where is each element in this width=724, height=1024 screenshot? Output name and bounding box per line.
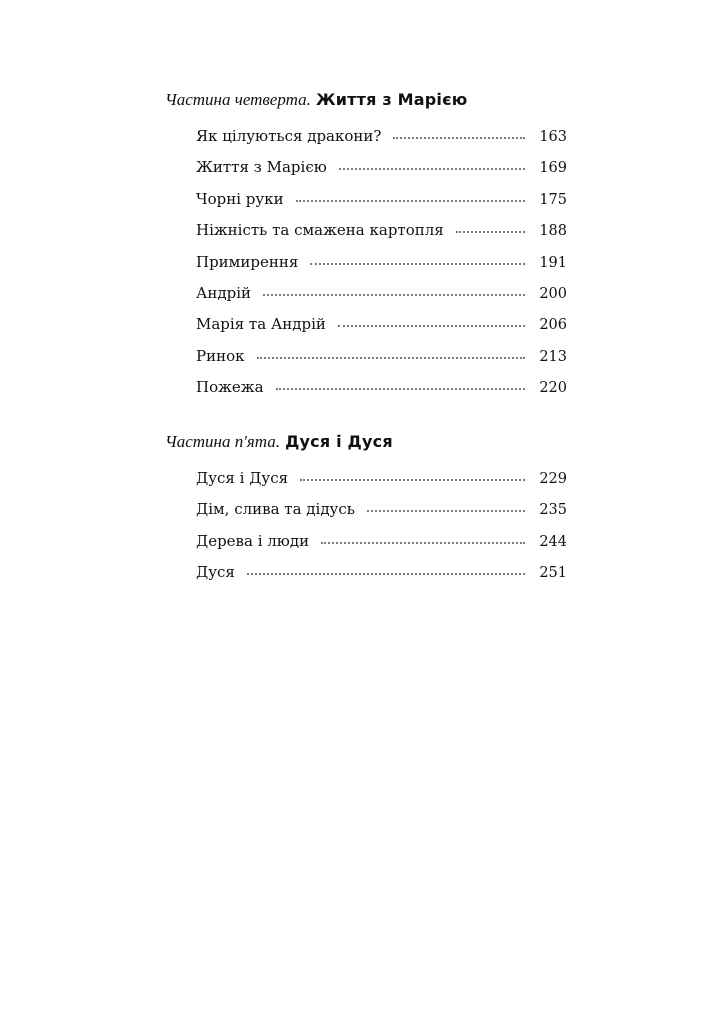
dot-leader <box>367 509 525 512</box>
toc-entry[interactable] <box>196 372 567 403</box>
dot-leader <box>456 230 525 233</box>
entry-page-number: 200 <box>539 285 567 302</box>
entry-page-number: 220 <box>539 380 567 397</box>
part-five <box>165 428 565 589</box>
entry-title: Марія та Андрій <box>196 315 326 334</box>
dot-leader <box>310 262 525 265</box>
toc-entry[interactable] <box>196 309 567 340</box>
dot-leader <box>257 356 526 359</box>
entry-page-number: 244 <box>539 533 567 550</box>
dot-leader <box>338 324 525 327</box>
part-heading <box>165 86 565 114</box>
dot-leader <box>296 199 525 202</box>
toc-entry[interactable] <box>196 526 567 557</box>
part-five-entries <box>196 463 567 589</box>
entry-title: Як цілуються дракони? <box>196 127 382 145</box>
toc-entry[interactable] <box>196 215 567 246</box>
entry-title: Пожежа <box>196 378 264 397</box>
entry-page-number: 213 <box>539 348 567 365</box>
entry-title: Дім, слива та дідусь <box>196 500 355 519</box>
dot-leader <box>339 167 525 170</box>
part-four <box>165 86 565 404</box>
dot-leader <box>247 572 525 575</box>
entry-page-number: 163 <box>539 129 567 145</box>
part-title: Життя з Марією <box>315 90 468 109</box>
entry-title: Дуся <box>196 563 235 582</box>
entry-page-number: 191 <box>539 254 567 271</box>
entry-title: Чорні руки <box>196 189 284 208</box>
dot-leader <box>321 541 525 544</box>
dot-leader <box>276 387 525 390</box>
toc-entry[interactable] <box>196 341 567 372</box>
toc-entry[interactable] <box>196 121 567 152</box>
toc-entry[interactable] <box>196 557 567 588</box>
entry-page-number: 251 <box>539 565 567 582</box>
part-label: Частина п'ята. <box>165 432 280 451</box>
toc-entry[interactable] <box>196 494 567 525</box>
entry-page-number: 206 <box>539 317 567 334</box>
entry-title: Примирення <box>196 252 299 271</box>
entry-page-number: 188 <box>539 223 567 240</box>
entry-title: Життя з Марією <box>196 158 327 177</box>
dot-leader <box>300 478 525 481</box>
toc-entry[interactable] <box>196 152 567 183</box>
toc-entry[interactable] <box>196 278 567 309</box>
entry-title: Дерева і люди <box>196 531 310 550</box>
entry-title: Ніжність та смажена картопля <box>196 221 444 240</box>
dot-leader <box>263 293 525 296</box>
part-four-entries <box>196 121 567 404</box>
toc-entry[interactable] <box>196 463 567 494</box>
part-title: Дуся і Дуся <box>285 432 393 451</box>
entry-title: Андрій <box>196 283 251 302</box>
entry-page-number: 169 <box>539 160 567 177</box>
dot-leader <box>393 136 525 139</box>
toc-entry[interactable] <box>196 184 567 215</box>
part-heading <box>165 428 565 456</box>
entry-page-number: 235 <box>539 502 567 519</box>
entry-page-number: 229 <box>539 471 567 487</box>
toc-entry[interactable] <box>196 247 567 278</box>
part-label: Частина четверта. <box>165 90 311 109</box>
entry-title: Дуся і Дуся <box>196 469 289 487</box>
entry-title: Ринок <box>196 346 245 365</box>
entry-page-number: 175 <box>539 191 567 208</box>
